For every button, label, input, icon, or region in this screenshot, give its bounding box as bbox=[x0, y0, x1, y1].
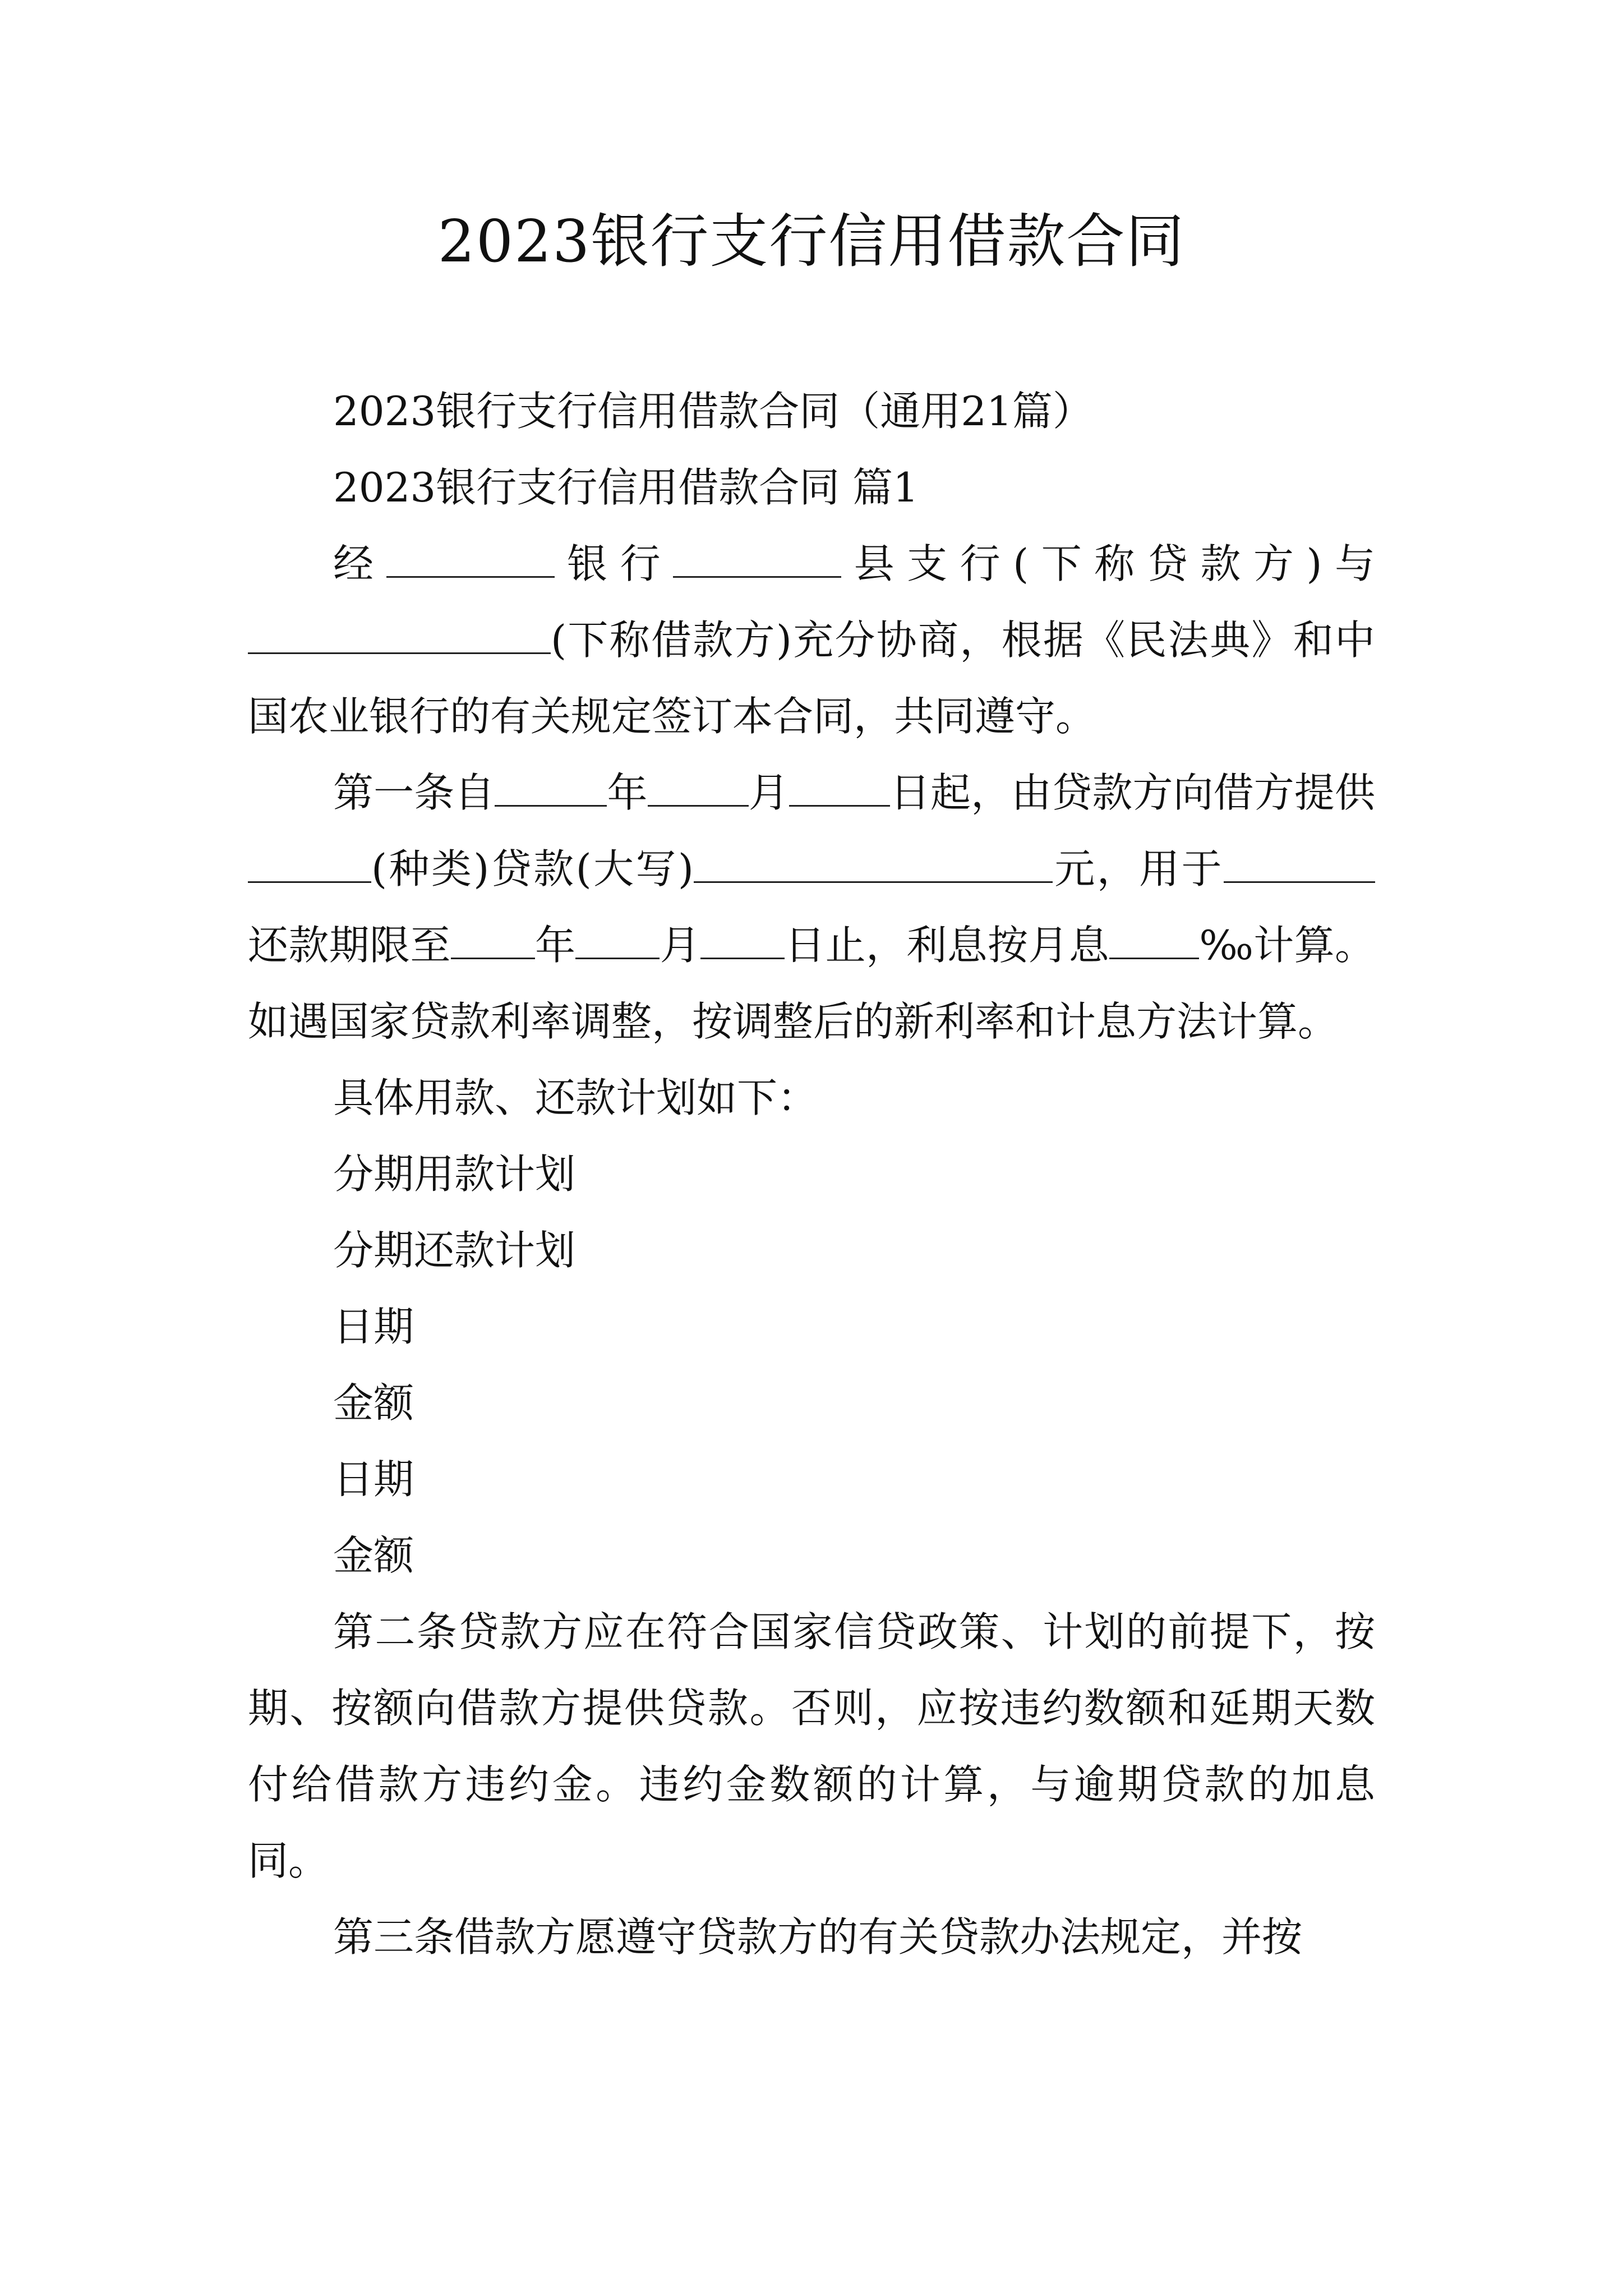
article-1-text-3: 月 bbox=[748, 769, 789, 816]
blank-field bbox=[495, 770, 607, 807]
plan-item: 金额 bbox=[333, 1379, 414, 1427]
intro-paragraph bbox=[248, 526, 1375, 754]
article-2: 第二条贷款方应在符合国家信贷政策、计划的前提下，按期、按额向借款方提供贷款。否则，应按违约数额和延期天数付给借款方违约金。违约金数额的计算，与逾期贷款的加息同。 bbox=[248, 1608, 1375, 1884]
section-heading: 2023银行支行信用借款合同 篇1 bbox=[333, 464, 919, 511]
article-1-text-10: 日止，利息按月息 bbox=[785, 922, 1110, 969]
blank-field bbox=[673, 541, 841, 578]
blank-field bbox=[648, 770, 749, 807]
blank-field bbox=[575, 923, 660, 959]
plan-item: 分期用款计划 bbox=[333, 1151, 576, 1198]
article-3: 第三条借款方愿遵守贷款方的有关贷款办法规定，并按 bbox=[333, 1913, 1303, 1961]
intro-text-1: 经 bbox=[333, 540, 386, 587]
article-1-text-2: 年 bbox=[607, 769, 648, 816]
intro-text-2: 银行 bbox=[554, 540, 674, 587]
document-subtitle: 2023银行支行信用借款合同（通用21篇） bbox=[333, 388, 1093, 435]
blank-field bbox=[700, 923, 785, 959]
plan-intro: 具体用款、还款计划如下： bbox=[333, 1074, 818, 1121]
plan-item: 日期 bbox=[333, 1303, 414, 1350]
article-1-text-11: ‰计算。如遇国家贷款利率调整，按调整后的新利率和计息方法计算。 bbox=[248, 922, 1375, 1045]
article-1-text-1: 第一条自 bbox=[333, 769, 495, 816]
blank-field bbox=[451, 923, 535, 959]
article-1-text-9: 月 bbox=[660, 922, 701, 969]
blank-field bbox=[386, 541, 555, 578]
blank-field bbox=[248, 846, 371, 883]
intro-text-3: 县支行(下称贷款方)与 bbox=[841, 540, 1375, 587]
plan-item: 分期还款计划 bbox=[333, 1227, 576, 1274]
blank-field bbox=[1109, 923, 1199, 959]
document-body bbox=[248, 373, 1375, 1975]
plan-item: 日期 bbox=[333, 1456, 414, 1503]
article-1 bbox=[248, 754, 1375, 1060]
intro-text-4: (下称借款方)充分协商，根据《民法典》和中国农业银行的有关规定签订本合同，共同遵守。 bbox=[248, 616, 1375, 740]
article-1-text-5: (种类)贷款(大写) bbox=[371, 845, 694, 892]
article-1-text-4: 日起，由贷款方向借方提供 bbox=[889, 769, 1375, 816]
plan-item: 金额 bbox=[333, 1532, 414, 1579]
article-1-text-6: 元，用于 bbox=[1052, 845, 1224, 892]
article-1-text-8: 年 bbox=[534, 922, 576, 969]
document-title: 2023银行支行信用借款合同 bbox=[437, 207, 1186, 275]
blank-field bbox=[694, 846, 1053, 883]
blank-field bbox=[789, 770, 890, 807]
blank-field bbox=[1224, 846, 1375, 883]
article-1-text-7: 还款期限至 bbox=[248, 922, 451, 969]
blank-field bbox=[248, 618, 551, 654]
